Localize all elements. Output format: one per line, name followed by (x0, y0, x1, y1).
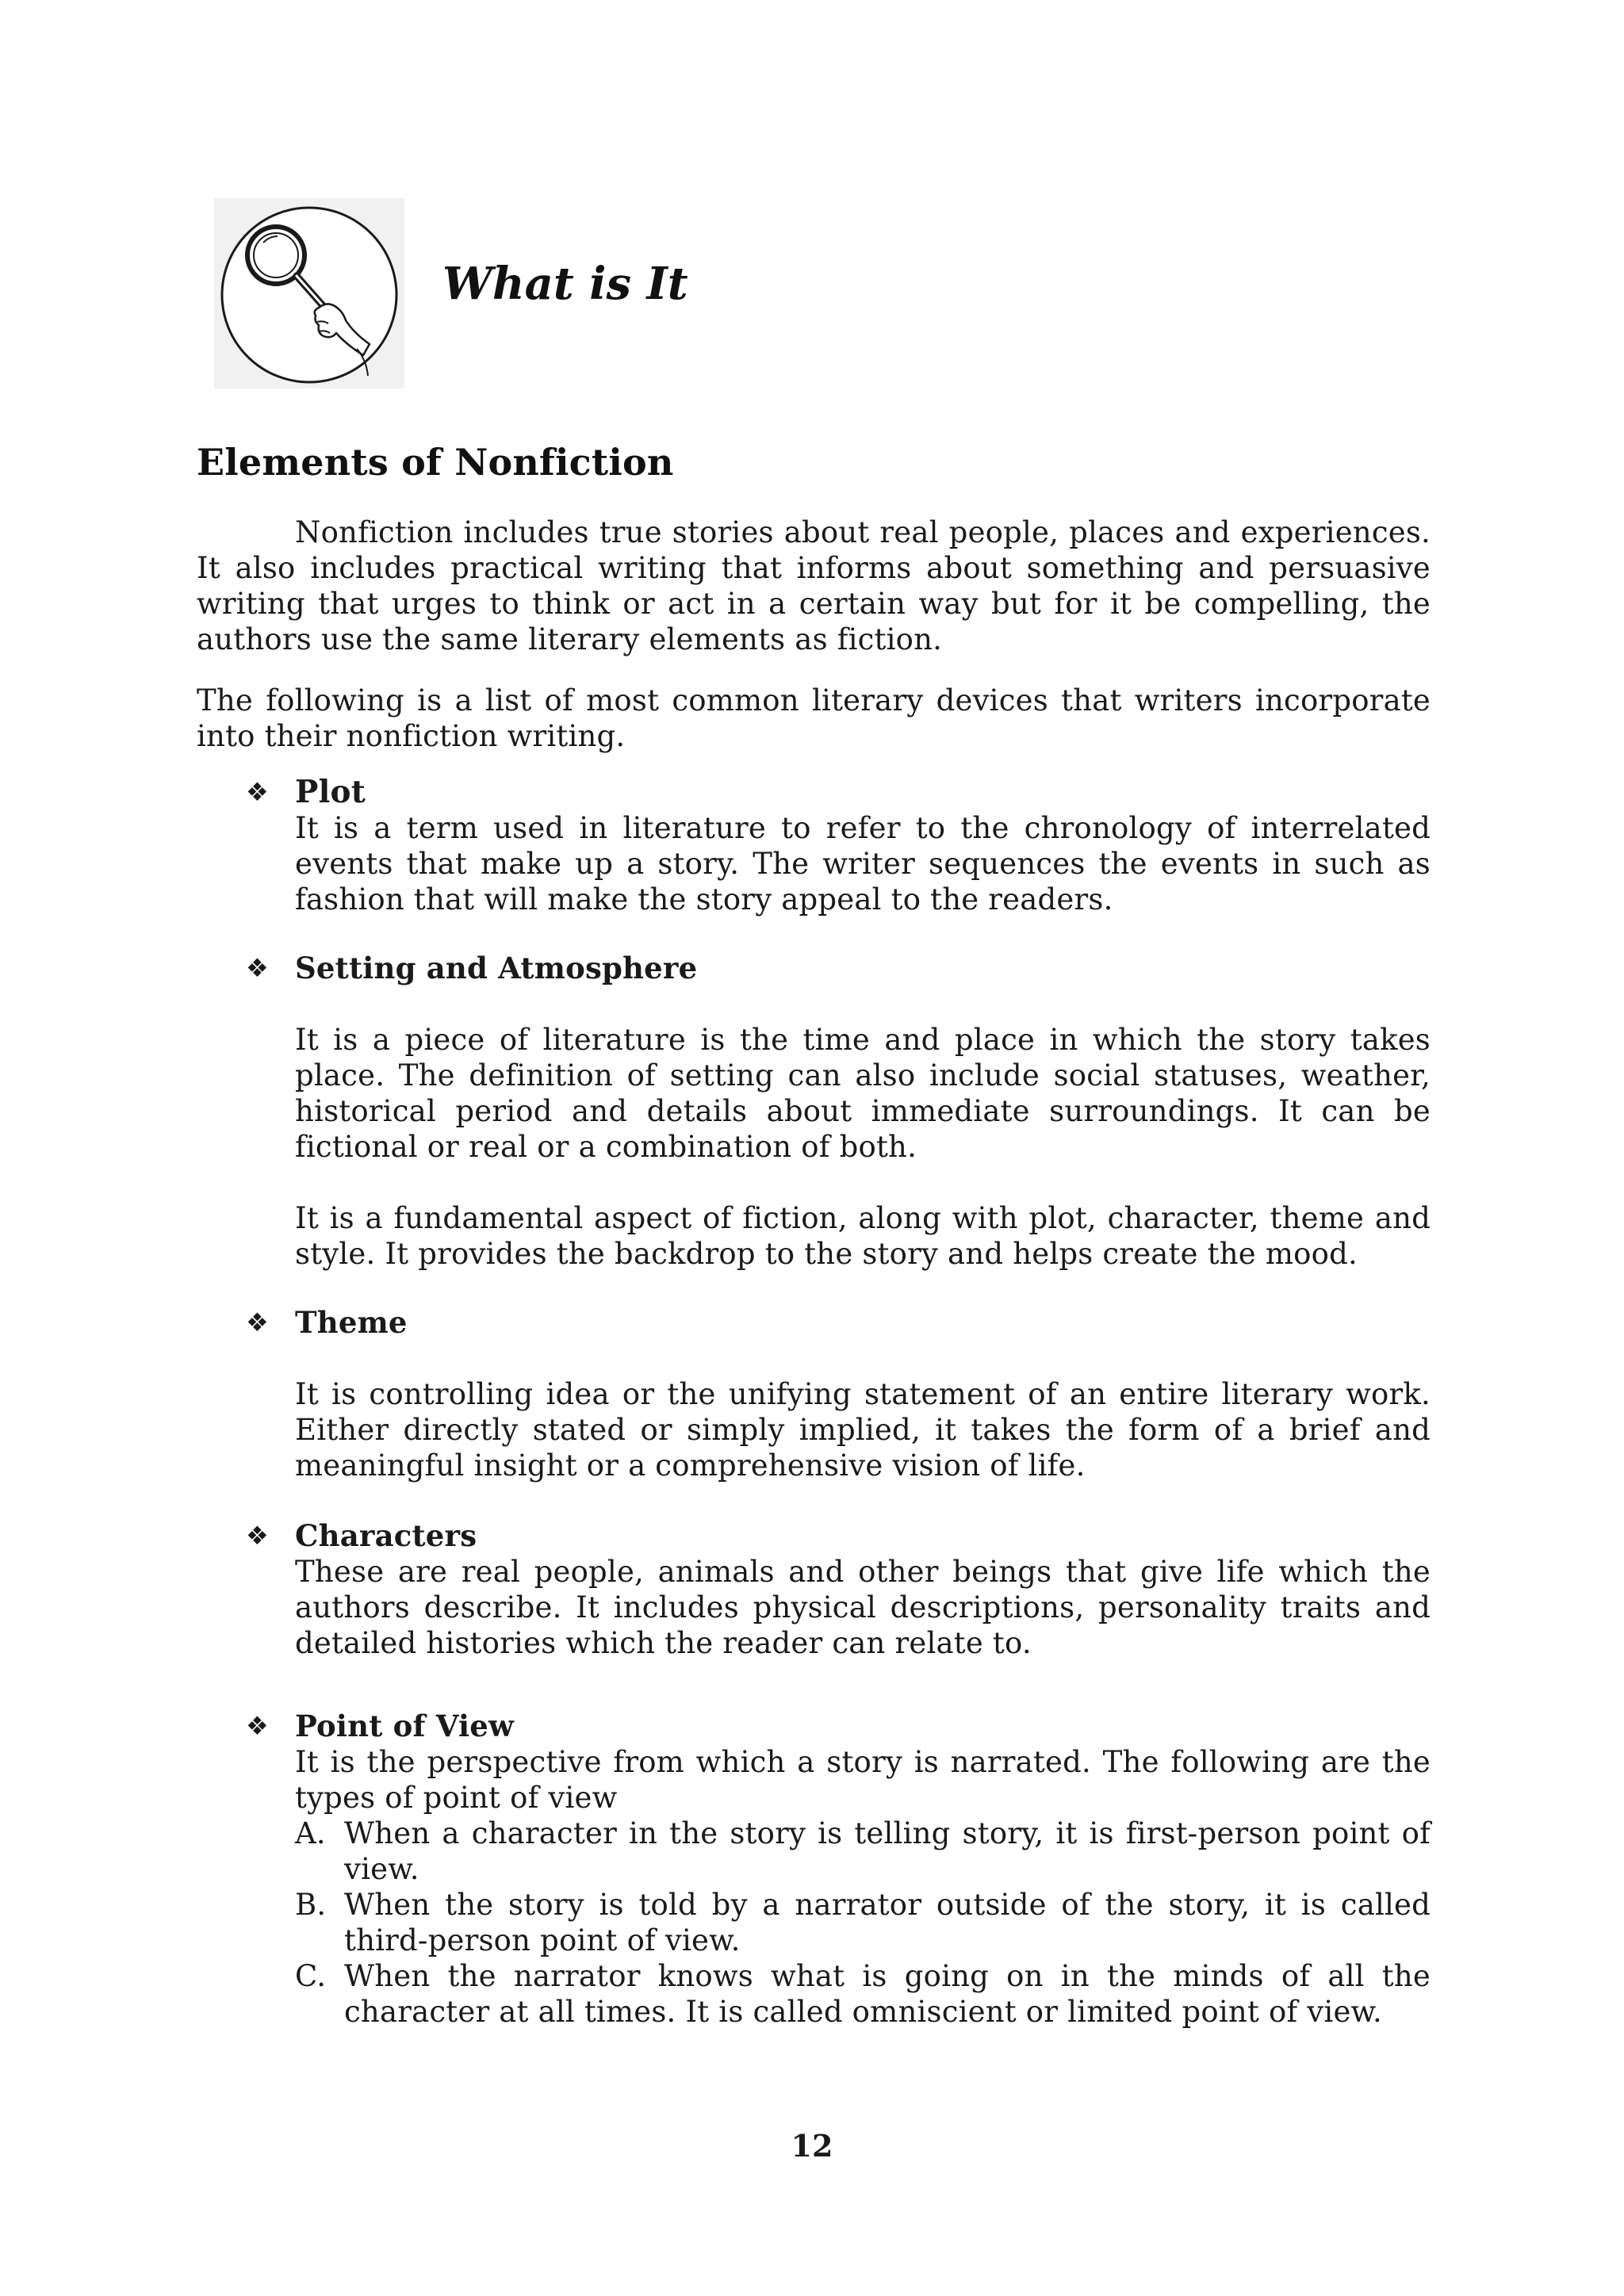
list-marker: A. (295, 1816, 326, 1850)
item-title: Point of View (295, 1709, 515, 1743)
item-paragraph: It is a piece of literature is the time and place in which the story takes place. The definition of setting can also include social statuses, weather, historical period and details about immediate surroundings. It can be fictional or real or a combination of both. (295, 1023, 1431, 1164)
pov-type-text: When a character in the story is telling story, it is first-person point of view. (344, 1816, 1431, 1886)
item-paragraph: It is a fundamental aspect of fiction, along with plot, character, theme and style. It provides the backdrop to the story and helps create the mood. (295, 1201, 1431, 1271)
bullet-diamond-icon: ❖ (246, 953, 269, 983)
item-paragraph: It is controlling idea or the unifying statement of an entire literary work. Either directly stated or simply implied, it takes the form of a brief and meaningful insight or a comprehensive vision of life. (295, 1377, 1431, 1483)
pov-type-item (295, 1958, 1431, 2030)
item-title: Setting and Atmosphere (295, 951, 698, 985)
item-title: Characters (295, 1518, 477, 1553)
list-marker: C. (295, 1959, 327, 1993)
page-number: 12 (791, 2128, 833, 2164)
pov-type-item (295, 1887, 1431, 1958)
pov-type-item (295, 1816, 1431, 1887)
intro-paragraph: Nonfiction includes true stories about real people, places and experiences. It also includes practical writing that informs about something and persuasive writing that urges to think or act in a certain way but for it be compelling, the authors use the same literary elements as fiction. (197, 515, 1431, 656)
item-title: Plot (295, 774, 366, 810)
pov-type-list (295, 1816, 1431, 2030)
list-marker: B. (295, 1888, 327, 1922)
list-item-setting (197, 951, 1431, 1272)
pov-type-text: When the narrator knows what is going on in the minds of all the character at all times. It is called omniscient or limited point of view. (344, 1959, 1431, 2029)
bullet-diamond-icon: ❖ (246, 1521, 269, 1551)
list-item-plot (197, 775, 1431, 917)
bullet-diamond-icon: ❖ (246, 777, 269, 807)
bullet-diamond-icon: ❖ (246, 1307, 269, 1337)
magnifying-glass-icon (214, 198, 404, 388)
item-title: Theme (295, 1305, 408, 1340)
pov-type-text: When the story is told by a narrator outside of the story, it is called third-person point of view. (344, 1888, 1431, 1957)
bullet-diamond-icon: ❖ (246, 1711, 269, 1741)
list-item-theme (197, 1305, 1431, 1483)
page-heading: Elements of Nonfiction (197, 441, 674, 484)
item-paragraph: It is the perspective from which a story is narrated. The following are the types of point of view (295, 1745, 1431, 1815)
list-item-point-of-view (197, 1709, 1431, 2030)
main-content (197, 440, 1431, 2030)
intro-paragraph: The following is a list of most common literary devices that writers incorporate into their nonfiction writing. (197, 683, 1431, 753)
item-paragraph: It is a term used in literature to refer to the chronology of interrelated events that make up a story. The writer sequences the events in such as fashion that will make the story appeal to the readers. (295, 811, 1431, 916)
list-item-characters (197, 1518, 1431, 1661)
item-paragraph: These are real people, animals and other beings that give life which the authors describe. It includes physical descriptions, personality traits and detailed histories which the reader can relate to. (295, 1555, 1431, 1660)
section-title: What is It (442, 258, 688, 310)
